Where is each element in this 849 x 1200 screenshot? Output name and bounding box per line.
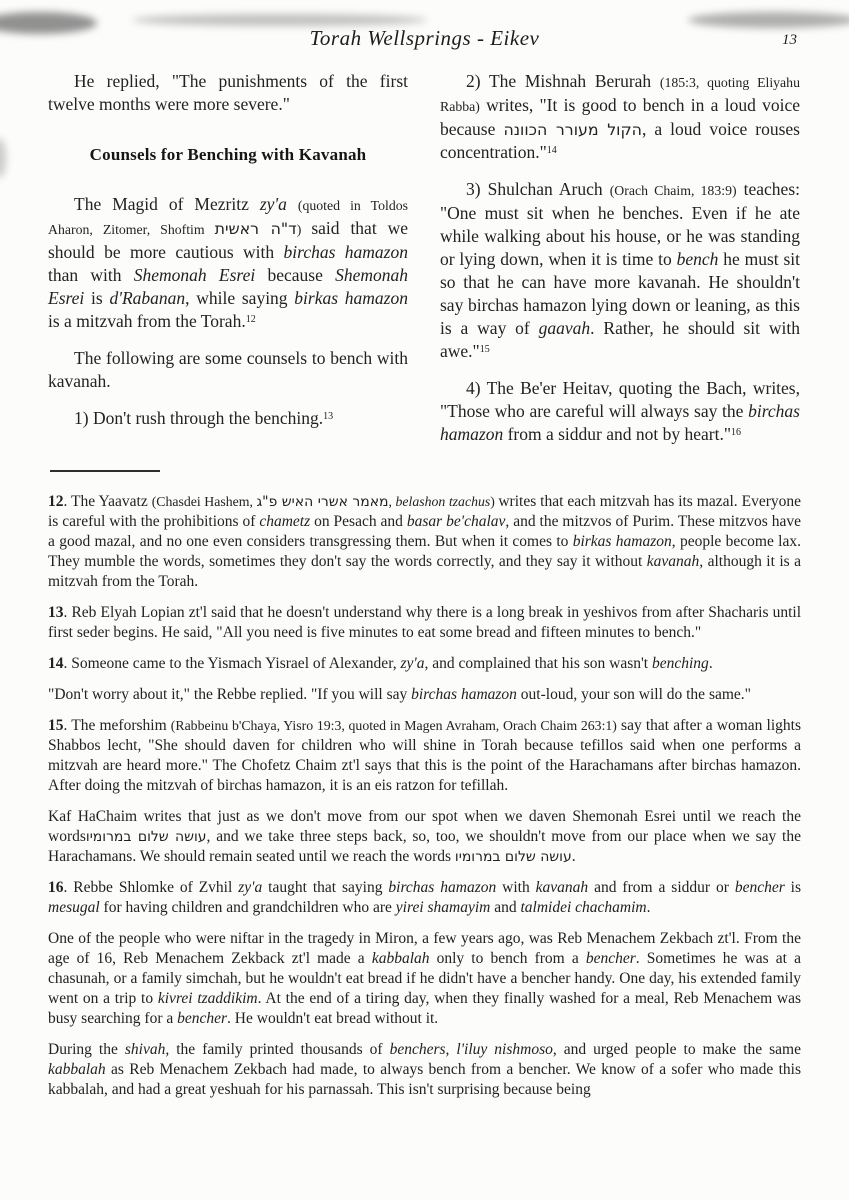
footnote-paragraph [48,654,801,674]
text-segment: bencher [734,879,785,896]
text-segment: (Orach Chaim, 183:9) [609,183,737,198]
footnote-paragraph [48,878,801,918]
text-segment: l'iluy nishmoso [456,1041,553,1058]
scan-artifact [132,14,427,26]
main-text-area [48,70,801,460]
footnote-paragraph [48,685,801,705]
text-segment: Counsels for Benching with Kavanah [89,145,367,164]
page-number: 13 [782,32,797,48]
hebrew-text: ד"ה ראשית [214,219,297,238]
body-paragraph [440,178,800,363]
text-segment: ) [296,222,312,237]
right-column [440,70,800,460]
text-segment: is a mitzvah from the Torah. [48,311,246,331]
text-segment: , and urged people to make the same [552,1041,801,1058]
text-segment: yirei shamayim [395,899,491,916]
text-segment: , and we take three steps back, so, too, we shouldn't move from our place when we say the Harachamans. We should remain seated until we reach the words [48,828,801,865]
text-segment: is [84,288,110,308]
text-segment: . The meforshim [63,717,171,734]
text-segment: shivah [124,1041,166,1058]
hebrew-text: מאמר אשרי האיש פ"ג [256,494,389,510]
text-segment: only to bench from a [429,950,586,967]
footnote-separator [50,470,160,472]
footnote-paragraph [48,492,801,592]
text-segment: say that after a woman lights Shabbos lecht, "She should daven for children who will shine in Torah because tefillos said when one performs a mitzvah are heard more." The Chofetz Chaim zt'l says that this is the point of the Harachamans after birchas hamazon. After doing the mitzvah of birchas hamazon, it is an eis ratzon for tefillah. [48,717,801,794]
text-segment: bench [676,249,719,269]
text-segment: . The Yaavatz [63,493,152,510]
text-segment: . [571,848,576,865]
page-title: Torah Wellsprings - Eikev [309,26,540,50]
text-segment: kavanah, [646,553,704,570]
text-segment: . Rebbe Shlomke of Zvhil [63,879,239,896]
text-segment: d'Rabanan [109,288,186,308]
text-segment: and [490,899,521,916]
text-segment: birchas hamazon [388,879,497,896]
scan-artifact [0,138,6,178]
text-segment: , a loud voice rouses concentration." [440,119,800,162]
text-segment: benchers [389,1041,446,1058]
text-segment: , the family printed thousands of [165,1041,390,1058]
text-segment: The Magid of Mezritz [74,194,260,214]
text-segment: because [255,265,336,285]
text-segment: zy'a [259,194,287,214]
text-segment: 1) Don't rush through the benching. [74,408,324,428]
text-segment: , and the mitzvos of Purim. These mitzvos have a good mazal, and no one even considers transgressing them. But when it comes to [48,513,802,550]
text-segment: . [646,899,651,916]
text-segment: belashon tzachus [395,494,491,509]
text-segment: talmidei chachamim [520,899,647,916]
text-segment: kabbalah [371,950,430,967]
text-segment: Kaf HaChaim writes that just as we don't move from our spot when we daven Shemonah Esrei until we reach the words [48,808,801,845]
body-paragraph [440,377,800,446]
text-segment: . At the end of a tiring day, when they finally washed for a meal, Reb Menachem was busy searching for a [48,990,802,1027]
footnote-ref: 16 [731,427,741,438]
text-segment: zy'a [400,655,425,672]
body-paragraph [48,407,408,430]
text-segment: , [445,1041,457,1058]
text-segment: ) [490,494,499,509]
footnote-ref: 14 [546,145,557,156]
footnote-paragraph [48,603,801,643]
text-segment: mesugal [48,899,100,916]
text-segment: bencher [585,950,636,967]
text-segment: benching [651,655,709,672]
text-segment: kabbalah [48,1061,106,1078]
text-segment: One of the people who were niftar in the tragedy in Miron, a few years ago, was Reb Menachem Zekbach zt'l. From the age of 16, Reb Menachem Zekback zt'l made a [48,930,801,967]
text-segment: 15 [48,717,64,734]
text-segment: birchas hamazon [411,686,517,703]
text-segment: . Sometimes he was at a chasunah, or a family simchah, but he wouldn't eat bread if he didn't have a bencher handy. One day, his extended family went on a trip to [48,950,801,1007]
text-segment: writes, "It is good to bench in a loud voice because [440,95,800,139]
footnote-paragraph [48,1040,801,1100]
text-segment: kavanah [535,879,589,896]
left-column [48,70,408,460]
text-segment: birkas hamazon [294,288,408,308]
text-segment: than with [48,265,134,285]
text-segment: and from a siddur or [588,879,735,896]
hebrew-text: עושה שלום במרומיו [85,829,207,845]
body-paragraph [440,70,800,164]
section-heading [48,143,408,166]
text-segment: bencher [177,1010,228,1027]
text-segment: 12 [48,493,64,510]
text-segment: 13 [48,604,64,621]
text-segment: . Rather, he should sit with awe." [440,318,800,361]
body-paragraph [48,193,408,333]
text-segment: he must sit so that he can have more kavanah. He shouldn't say birchas hamazon lying down or leaning, as this is a way of [440,249,800,338]
text-segment: . Reb Elyah Lopian zt'l said that he doesn't understand why there is a long break in yeshivos from after Shacharis until first seder begins. He said, "All you need is five minutes to eat some bread and fifteen minutes to bench." [48,604,801,641]
text-segment: out-loud, your son will do the same." [516,686,751,703]
text-segment: writes that each mitzvah has its mazal. Everyone is careful with the prohibitions of [48,493,802,530]
text-segment: with [496,879,536,896]
text-segment: (Rabbeinu b'Chaya, Yisro 19:3, quoted in Magen Avraham, Orach Chaim 263:1) [170,718,617,733]
text-segment: , [388,494,396,509]
text-segment: The following are some counsels to bench with kavanah. [48,348,408,391]
body-paragraph [48,347,408,393]
text-segment: kivrei tzaddikim [157,990,258,1007]
text-segment: gaavah [538,318,591,338]
hebrew-text: עושה שלום במרומיו [454,849,572,865]
page-header [48,26,801,51]
hebrew-text: הקול מעורר הכוונה [503,120,642,139]
body-paragraph [48,70,408,116]
footnote-paragraph [48,929,801,1029]
text-segment: He replied, "The punishments of the first twelve months were more severe." [48,71,408,114]
text-segment: "Don't worry about it," the Rebbe replied. "If you will say [48,686,412,703]
text-segment: . He wouldn't eat bread without it. [227,1010,439,1027]
text-segment: . [708,655,713,672]
text-segment: 16 [48,879,64,896]
text-segment: 2) The Mishnah Berurah [466,71,660,91]
text-segment: although it is a mitzvah from the Torah. [48,553,802,590]
text-segment: , people become lax. They mumble the words, sometimes they don't say the words correctly, and they say it without [48,533,801,570]
text-segment: Shemonah Esrei [48,265,408,308]
text-segment: , while saying [185,288,295,308]
footnote-ref: 15 [479,344,490,355]
text-segment: is [784,879,802,896]
text-segment: 14 [48,655,64,672]
text-segment: said that we should be more cautious with [48,218,409,262]
text-segment: During the [48,1041,125,1058]
text-segment: birchas hamazon [283,242,408,262]
text-segment: (Chasdei Hashem, [151,494,257,509]
footnote-ref: 13 [323,411,334,422]
text-segment: taught that saying [262,879,389,896]
text-segment: birkas hamazon [572,533,672,550]
text-segment: (185:3, quoting Eliyahu Rabba) [440,75,800,114]
text-segment: , and complained that his son wasn't [424,655,652,672]
text-segment: 4) The Be'er Heitav, quoting the Bach, writes, "Those who are careful will always say the [440,378,800,421]
text-segment: from a siddur and not by heart." [503,424,731,444]
text-segment: zy'a [238,879,263,896]
footnote-ref: 12 [245,314,256,325]
text-segment: for having children and grandchildren who are [99,899,396,916]
footnote-paragraph [48,807,801,867]
text-segment: 3) Shulchan Aruch [466,179,610,199]
footnotes-section [48,492,801,1111]
text-segment: birchas hamazon [440,401,800,444]
text-segment: chametz [259,513,311,530]
footnote-paragraph [48,716,801,796]
text-segment: basar be'chalav [406,513,506,530]
text-segment: as Reb Menachem Zekbach had made, to always bench from a bencher. We know of a sofer who made this kabbalah, and had a great yeshuah for his parnassah. This isn't surprising because being [48,1061,801,1098]
text-segment: Shemonah Esrei [133,265,256,285]
text-segment: (quoted in Toldos Aharon, Zitomer, Shoftim [48,198,408,237]
text-segment: on Pesach and [310,513,407,530]
text-segment [287,194,298,214]
text-segment: teaches: "One must sit when he benches. Even if he ate while walking about his house, or he was standing or lying down, when it is time to [440,179,800,269]
text-segment: . Someone came to the Yismach Yisrael of Alexander, [63,655,401,672]
